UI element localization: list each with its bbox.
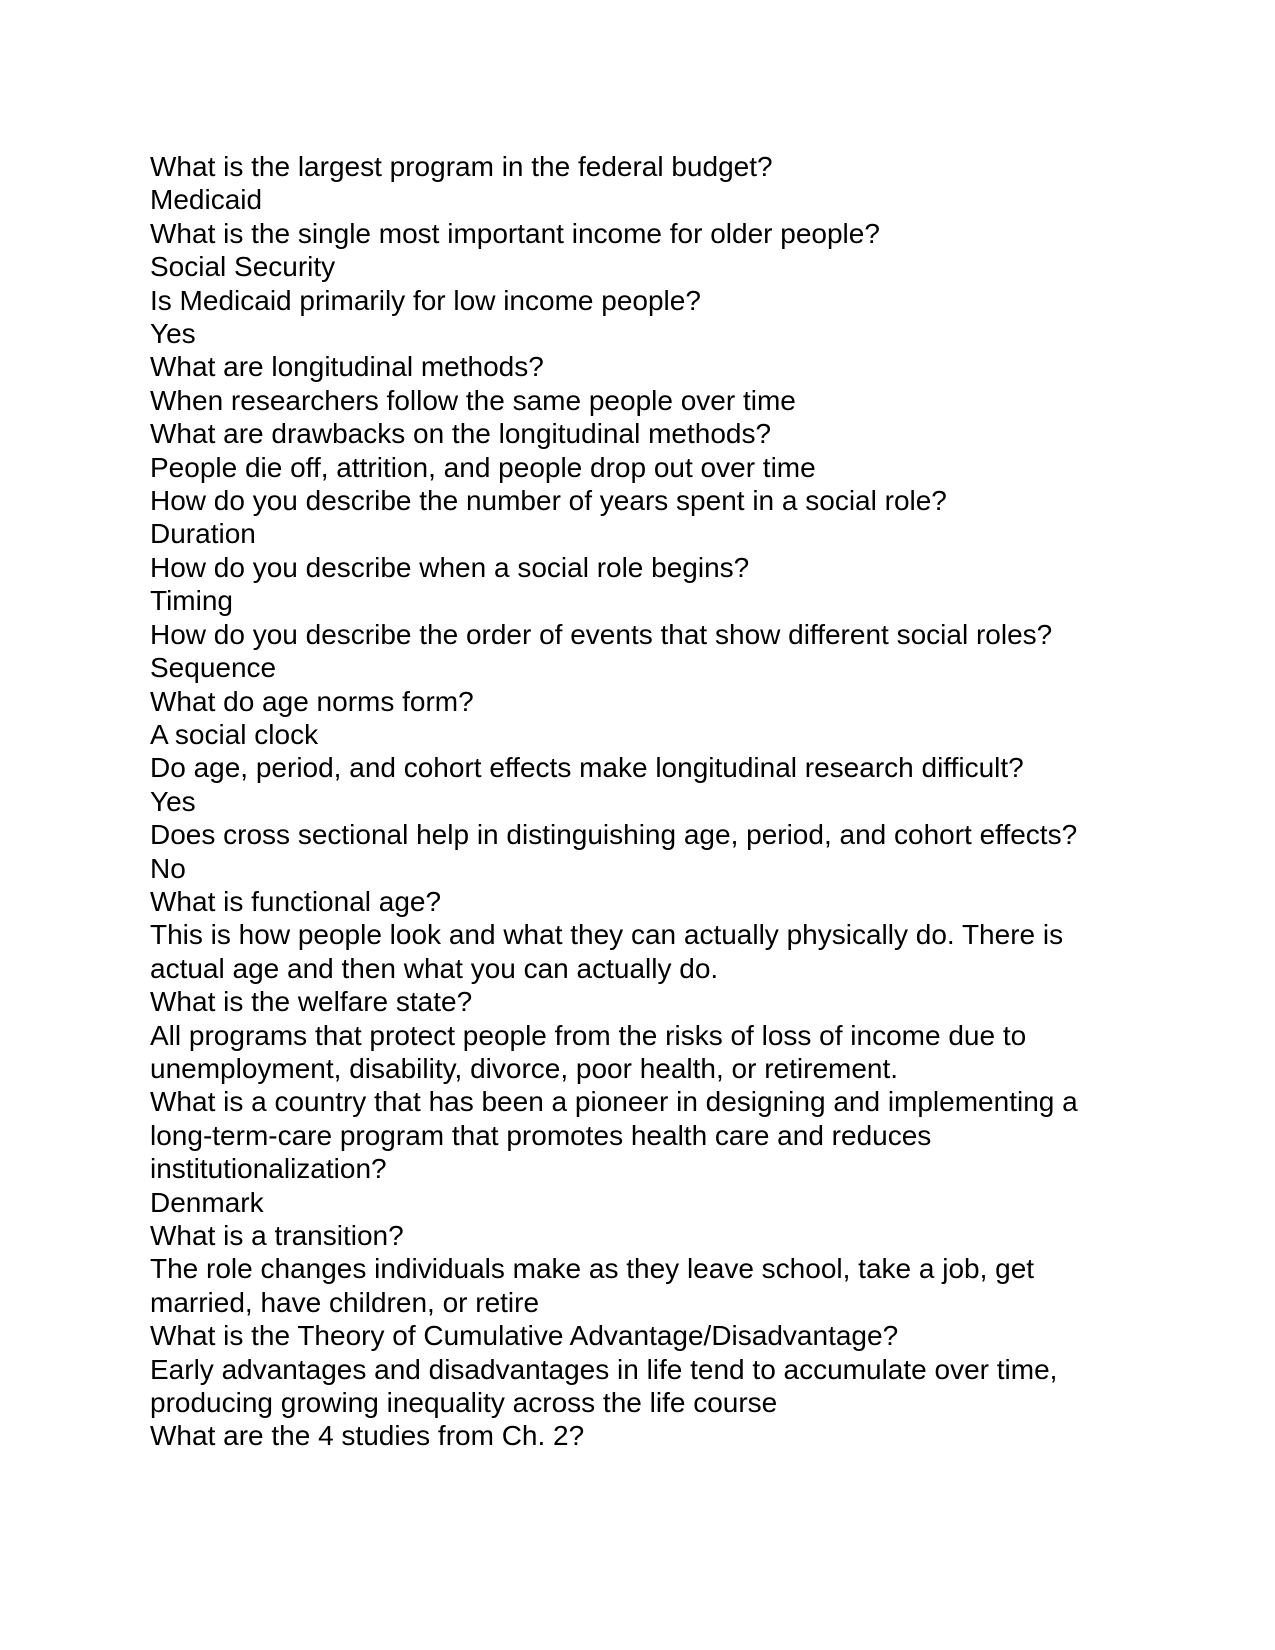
question-line: Do age, period, and cohort effects make longitudinal research difficult?	[150, 752, 1024, 784]
question-line: What is functional age?	[150, 885, 442, 917]
answer-line: Early advantages and disadvantages in life tend to accumulate over time,	[150, 1353, 1058, 1385]
answer-line: producing growing inequality across the life course	[150, 1387, 778, 1419]
answer-line: A social clock	[150, 718, 319, 750]
answer-line: People die off, attrition, and people drop out over time	[150, 451, 816, 483]
question-line: What are drawbacks on the longitudinal methods?	[150, 418, 772, 450]
question-line: Is Medicaid primarily for low income people?	[150, 284, 701, 316]
question-line: What is a country that has been a pioneer in designing and implementing a	[150, 1086, 1078, 1118]
question-line: long-term-care program that promotes health care and reduces	[150, 1119, 932, 1151]
answer-line: Social Security	[150, 251, 336, 283]
question-line: What are longitudinal methods?	[150, 351, 544, 383]
answer-line: unemployment, disability, divorce, poor health, or retirement.	[150, 1052, 899, 1084]
answer-line: Timing	[150, 585, 233, 617]
answer-line: Medicaid	[150, 184, 263, 216]
answer-line: actual age and then what you can actually do.	[150, 952, 719, 984]
answer-line: Yes	[150, 785, 196, 817]
question-line: What are the 4 studies from Ch. 2?	[150, 1420, 585, 1452]
question-line: How do you describe the order of events that show different social roles?	[150, 618, 1053, 650]
answer-line: This is how people look and what they can actually physically do. There is	[150, 919, 1064, 951]
question-line: What is a transition?	[150, 1220, 404, 1251]
answer-line: The role changes individuals make as they leave school, take a job, get	[150, 1253, 1035, 1285]
question-line: What is the welfare state?	[150, 986, 473, 1018]
question-line: What is the largest program in the federal budget?	[150, 151, 773, 182]
question-line: What is the single most important income for older people?	[150, 217, 880, 249]
question-line: institutionalization?	[150, 1153, 387, 1185]
question-line: What is the Theory of Cumulative Advantage/Disadvantage?	[150, 1320, 899, 1352]
question-line: What do age norms form?	[150, 685, 474, 717]
document-body	[150, 150, 1135, 1453]
answer-line: Denmark	[150, 1186, 264, 1218]
answer-line: No	[150, 852, 186, 884]
answer-line: Yes	[150, 318, 196, 350]
answer-line: When researchers follow the same people over time	[150, 384, 796, 416]
answer-line: Sequence	[150, 652, 277, 684]
answer-line: All programs that protect people from the risks of loss of income due to	[150, 1019, 1027, 1051]
answer-line: Duration	[150, 518, 256, 550]
question-line: How do you describe when a social role begins?	[150, 551, 750, 583]
question-line: Does cross sectional help in distinguishing age, period, and cohort effects?	[150, 819, 1078, 851]
question-line: How do you describe the number of years spent in a social role?	[150, 485, 947, 517]
answer-line: married, have children, or retire	[150, 1286, 540, 1318]
